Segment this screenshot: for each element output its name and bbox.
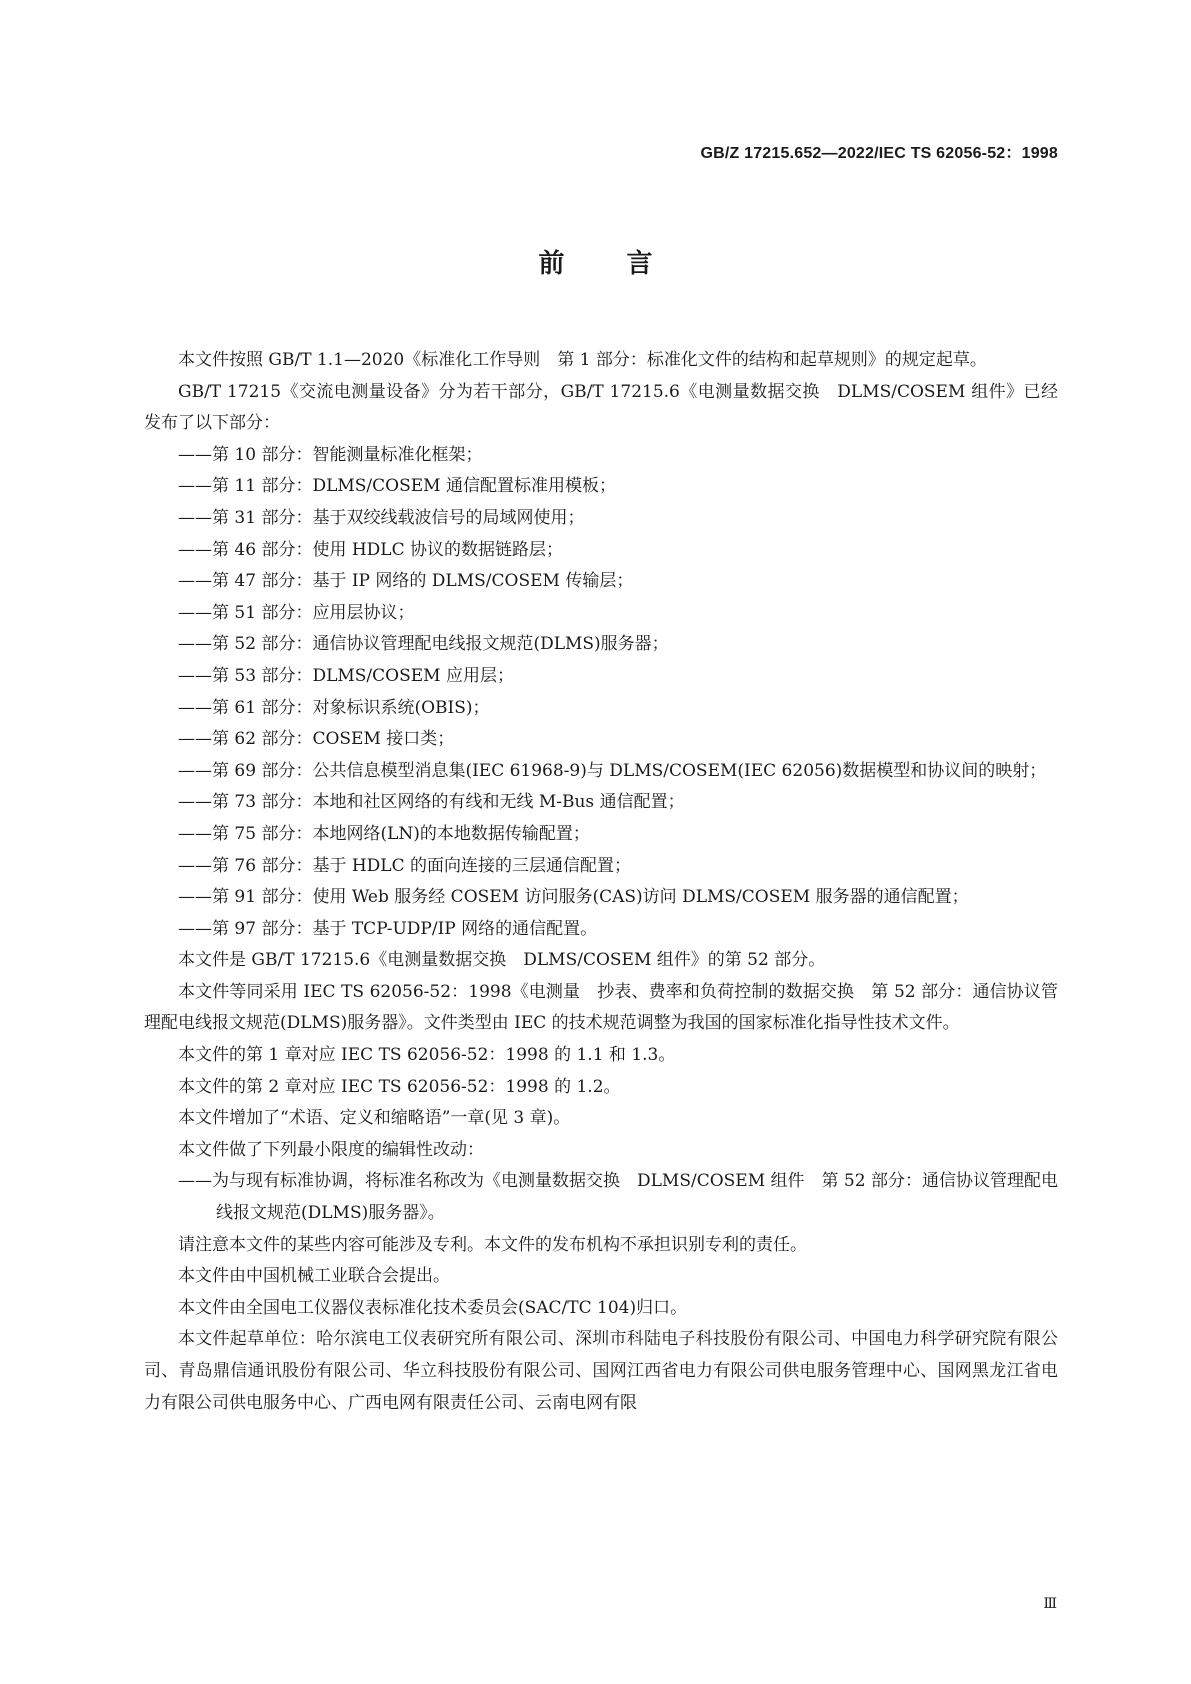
list-item: ——第 47 部分：基于 IP 网络的 DLMS/COSEM 传输层； — [178, 571, 634, 592]
page-number: Ⅲ — [1043, 1596, 1057, 1612]
list-item: ——第 62 部分：COSEM 接口类； — [178, 729, 455, 750]
paragraph: 本文件由全国电工仪器仪表标准化技术委员会(SAC/TC 104)归口。 — [178, 1297, 688, 1318]
list-item: ——第 73 部分：本地和社区网络的有线和无线 M-Bus 通信配置； — [178, 792, 685, 813]
list-item: ——第 51 部分：应用层协议； — [178, 602, 415, 623]
document-code-header: GB/Z 17215.652—2022/IEC TS 62056-52：1998 — [700, 145, 1058, 162]
paragraph: 本文件做了下列最小限度的编辑性改动： — [178, 1139, 484, 1160]
paragraph: 本文件按照 GB/T 1.1—2020《标准化工作导则 第 1 部分：标准化文件的结构和起草规则》的规定起草。 — [178, 350, 987, 370]
list-item: ——第 75 部分：本地网络(LN)的本地数据传输配置； — [178, 823, 590, 844]
page-title: 前言 — [538, 249, 715, 279]
list-item: ——为与现有标准协调，将标准名称改为《电测量数据交换 DLMS/COSEM 组件 第 52 部分：通信协议管理配电线报文规范(DLMS)服务器》。 — [178, 1171, 1058, 1224]
paragraph: 本文件起草单位：哈尔滨电工仪表研究所有限公司、深圳市科陆电子科技股份有限公司、中国电力科学研究院有限公司、青岛鼎信通讯股份有限公司、华立科技股份有限公司、国网江西省电力有限公司供电服务管理中心、国网黑龙江省电力有限公司供电服务中心、广西电网有限责任公司、云南电网有限 — [144, 1329, 1058, 1413]
list-item: ——第 31 部分：基于双绞线载波信号的局域网使用； — [178, 507, 585, 528]
list-item: ——第 97 部分：基于 TCP-UDP/IP 网络的通信配置。 — [178, 918, 598, 939]
paragraph: 请注意本文件的某些内容可能涉及专利。本文件的发布机构不承担识别专利的责任。 — [178, 1234, 807, 1255]
list-item: ——第 53 部分：DLMS/COSEM 应用层； — [178, 665, 514, 686]
list-item: ——第 91 部分：使用 Web 服务经 COSEM 访问服务(CAS)访问 DLMS/COSEM 服务器的通信配置； — [178, 887, 969, 908]
list-item: ——第 61 部分：对象标识系统(OBIS)； — [178, 697, 490, 718]
list-item: ——第 76 部分：基于 HDLC 的面向连接的三层通信配置； — [178, 855, 631, 876]
list-item: ——第 69 部分：公共信息模型消息集(IEC 61968-9)与 DLMS/COSEM(IEC 62056)数据模型和协议间的映射； — [178, 760, 1047, 781]
paragraph: 本文件增加了“术语、定义和缩略语”一章(见 3 章)。 — [178, 1108, 571, 1129]
list-item: ——第 52 部分：通信协议管理配电线报文规范(DLMS)服务器； — [178, 634, 669, 655]
paragraph: 本文件等同采用 IEC TS 62056-52：1998《电测量 抄表、费率和负荷控制的数据交换 第 52 部分：通信协议管理配电线报文规范(DLMS)服务器》。文件类型由 IEC 的技术规范调整为我国的国家标准化指导性技术文件。 — [144, 981, 1058, 1034]
list-item: ——第 11 部分：DLMS/COSEM 通信配置标准用模板； — [178, 476, 616, 497]
paragraph: 本文件的第 1 章对应 IEC TS 62056-52：1998 的 1.1 和 1.3。 — [178, 1045, 676, 1066]
paragraph: 本文件由中国机械工业联合会提出。 — [178, 1266, 450, 1287]
list-item: ——第 46 部分：使用 HDLC 协议的数据链路层； — [178, 539, 563, 560]
paragraph: 本文件是 GB/T 17215.6《电测量数据交换 DLMS/COSEM 组件》的第 52 部分。 — [178, 950, 826, 971]
list-item: ——第 10 部分：智能测量标准化框架； — [178, 444, 483, 465]
paragraph: 本文件的第 2 章对应 IEC TS 62056-52：1998 的 1.2。 — [178, 1076, 621, 1097]
document-body — [144, 345, 1058, 1419]
paragraph: GB/T 17215《交流电测量设备》分为若干部分，GB/T 17215.6《电测量数据交换 DLMS/COSEM 组件》已经发布了以下部分： — [144, 381, 1058, 434]
